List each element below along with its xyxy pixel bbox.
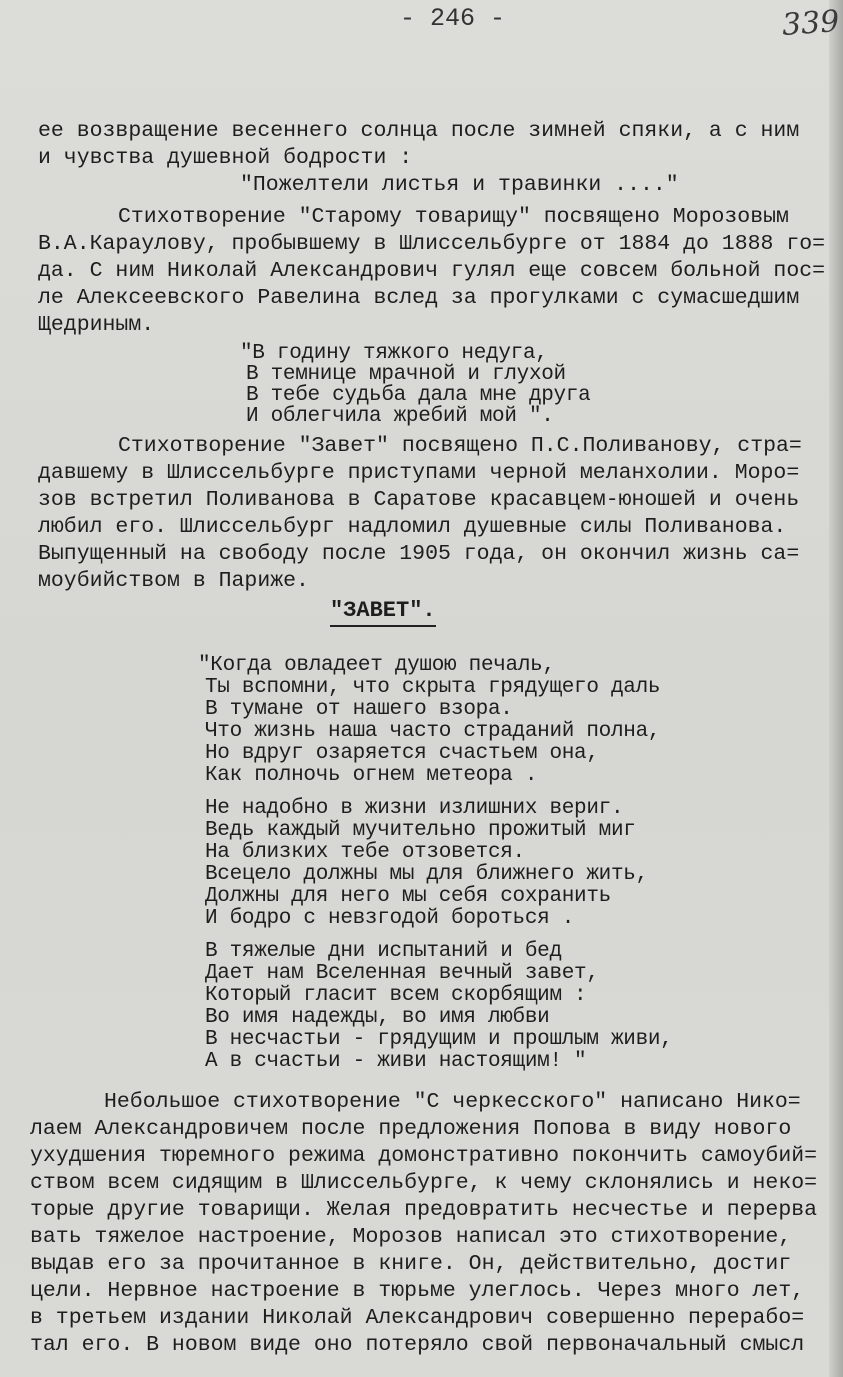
text-line: Небольшое стихотворение "С черкесского" написано Нико= (104, 1090, 801, 1114)
verse-line: В темнице мрачной и глухой (246, 363, 566, 386)
text-line: и чувства душевной бодрости : (38, 146, 413, 170)
quote-line: "Пожелтели листья и травинки ...." (240, 173, 679, 197)
text-line: да. С ним Николай Александрович гулял еще совсем больной пос= (38, 259, 826, 283)
text-line: торые другие товарищи. Желая предовратить несчестье и перерва (30, 1198, 818, 1222)
poem-line: А в счастьи - живи настоящим! " (205, 1050, 587, 1073)
text-line: выдав его за прочитанное в книге. Он, действительно, достиг (30, 1252, 792, 1276)
verse-line: И облегчила жребий мой ". (246, 405, 554, 428)
text-line: Выпущенный на свободу после 1905 года, он окончил жизнь са= (38, 542, 800, 566)
text-line: лаем Александровичем после предложения Попова в виду нового (30, 1117, 792, 1141)
verse-line: "В годину тяжкого недуга, (240, 342, 548, 365)
poem-line: В тяжелые дни испытаний и бед (205, 940, 562, 963)
poem-line: На близких тебе отзовется. (205, 841, 525, 864)
poem-line: Не надобно в жизни излишних вериг. (205, 797, 624, 820)
verse-line: В тебе судьба дала мне друга (246, 384, 591, 407)
poem-line: Что жизнь наша часто страданий полна, (205, 720, 661, 743)
poem-line: Во имя надежды, во имя любви (205, 1006, 550, 1029)
text-line: давшему в Шлиссельбурге приступами черной меланхолии. Моро= (38, 461, 800, 485)
poem-line: Дает нам Вселенная вечный завет, (205, 962, 599, 985)
poem-line: Должны для него мы себя сохранить (205, 885, 611, 908)
text-line: ухудшения тюремного режима домонстративно покончить самоубий= (30, 1144, 818, 1168)
text-line: Стихотворение "Старому товарищу" посвящено Морозовым (118, 205, 789, 229)
page-edge-shadow (829, 0, 843, 1377)
poem-line: Всецело должны мы для ближнего жить, (205, 863, 648, 886)
poem-line: В несчастьи - грядущим и прошлым живи, (205, 1028, 673, 1051)
text-line: В.А.Караулову, пробывшему в Шлиссельбурге от 1884 до 1888 го= (38, 232, 826, 256)
poem-line: Как полночь огнем метеора . (205, 764, 538, 787)
poem-line: Но вдруг озаряется счастьем она, (205, 742, 599, 765)
poem-line: И бодро с невзгодой бороться . (205, 907, 575, 930)
archive-number-handwritten: 339 (780, 4, 841, 43)
poem-line: Который гласит всем скорбящим : (205, 984, 587, 1007)
text-line: Щедриным. (38, 313, 155, 337)
poem-title: "ЗАВЕТ". (330, 598, 436, 627)
text-line: в третьем издании Николай Александрович совершенно перерабо= (30, 1306, 805, 1330)
text-line: зов встретил Поливанова в Саратове красавцем-юношей и очень (38, 488, 800, 512)
poem-line: Ведь каждый мучительно прожитый миг (205, 819, 636, 842)
poem-line: Ты вспомни, что скрыта грядущего даль (205, 676, 661, 699)
text-line: цели. Нервное настроение в тюрьме улеглось. Через много лет, (30, 1279, 805, 1303)
page-number: - 246 - (400, 4, 506, 33)
text-line: ее возвращение весеннего солнца после зимней спяки, а с ним (38, 119, 800, 143)
text-line: тал его. В новом виде оно потеряло свой первоначальный смысл (30, 1333, 805, 1357)
text-line: Стихотворение "Завет" посвящено П.С.Поливанову, стра= (118, 434, 802, 458)
text-line: моубийством в Париже. (38, 569, 309, 593)
text-line: ством всем сидящим в Шлиссельбурге, к чему склонялись и неко= (30, 1171, 818, 1195)
poem-line: "Когда овладеет душою печаль, (198, 654, 555, 677)
text-line: ле Алексеевского Равелина вслед за прогулками с сумасшедшим (38, 286, 800, 310)
text-line: любил его. Шлиссельбург надломил душевные силы Поливанова. (38, 515, 787, 539)
poem-line: В тумане от нашего взора. (205, 698, 513, 721)
text-line: вать тяжелое настроение, Морозов написал это стихотворение, (30, 1225, 792, 1249)
